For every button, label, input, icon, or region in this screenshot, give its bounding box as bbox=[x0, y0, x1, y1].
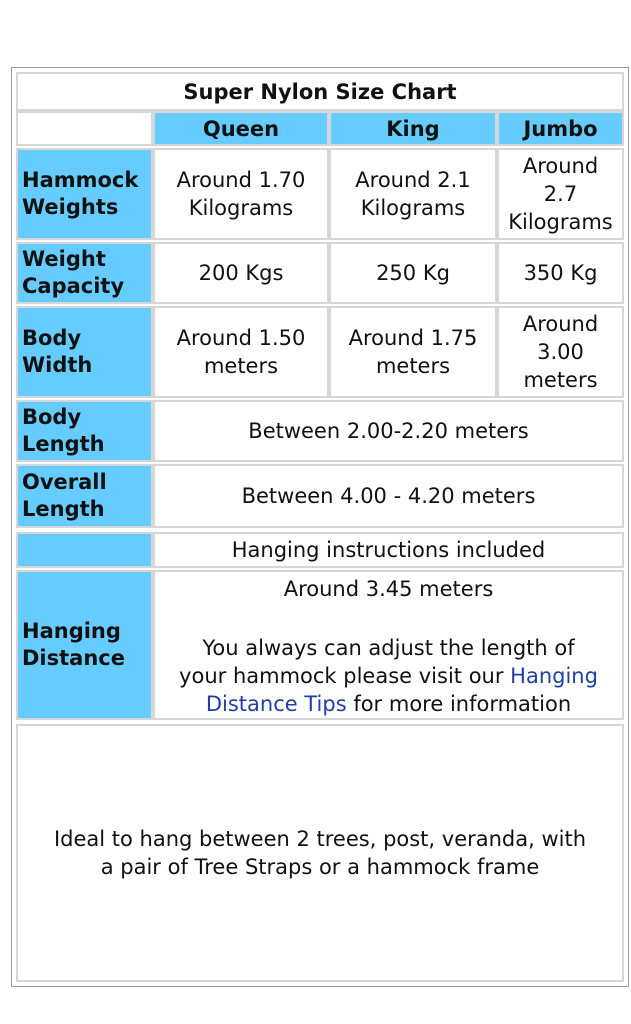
chart-title-text: Super Nylon Size Chart bbox=[183, 79, 457, 104]
cell-king-weight bbox=[329, 148, 497, 240]
row-label-line: Length bbox=[22, 432, 105, 456]
row-label-line: Weights bbox=[22, 195, 119, 219]
row-label-hammock-weights bbox=[16, 148, 153, 240]
cell-text: Around 1.75 bbox=[348, 326, 478, 350]
row-label-line: Hammock bbox=[22, 168, 139, 192]
cell-text: Around 1.50 bbox=[176, 326, 306, 350]
column-header-jumbo bbox=[497, 111, 624, 146]
row-label-hanging-distance bbox=[16, 570, 153, 720]
cell-jumbo-width bbox=[497, 306, 624, 398]
row-label-body-length bbox=[16, 400, 153, 462]
cell-king-width bbox=[329, 306, 497, 398]
size-chart-table bbox=[11, 67, 629, 987]
cell-text: meters bbox=[375, 354, 451, 378]
cell-text: Kilograms bbox=[508, 210, 613, 234]
hanging-note-prefix: your hammock please visit our bbox=[179, 664, 511, 688]
cell-text: Around bbox=[522, 154, 599, 178]
hanging-note-line-3 bbox=[206, 690, 571, 718]
cell-text: Between 4.00 - 4.20 meters bbox=[241, 484, 536, 508]
row-label-line: Length bbox=[22, 497, 105, 521]
cell-jumbo-weight bbox=[497, 148, 624, 240]
cell-text: 250 Kg bbox=[376, 261, 450, 285]
cell-queen-width bbox=[153, 306, 329, 398]
cell-text: 3.00 bbox=[537, 340, 584, 364]
row-label-line: Weight bbox=[22, 247, 106, 271]
row-label-line: Width bbox=[22, 353, 93, 377]
column-header-jumbo-label: Jumbo bbox=[523, 116, 598, 141]
footer-line: a pair of Tree Straps or a hammock frame bbox=[100, 855, 540, 879]
column-header-queen-label: Queen bbox=[202, 116, 280, 141]
cell-text: Between 2.00-2.20 meters bbox=[248, 419, 529, 443]
cell-text: Kilograms bbox=[360, 196, 466, 220]
footer-line: Ideal to hang between 2 trees, post, veranda, with bbox=[53, 827, 587, 851]
hanging-distance-tips-link[interactable]: Hanging bbox=[510, 664, 598, 688]
cell-text: Around 1.70 bbox=[176, 168, 306, 192]
cell-text: 200 Kgs bbox=[198, 261, 284, 285]
cell-text: meters bbox=[203, 354, 279, 378]
column-header-king bbox=[329, 111, 497, 146]
cell-hanging-distance bbox=[153, 570, 624, 720]
cell-body-length bbox=[153, 400, 624, 462]
cell-jumbo-capacity bbox=[497, 242, 624, 304]
row-label-line: Hanging bbox=[22, 619, 121, 643]
cell-text: Kilograms bbox=[188, 196, 294, 220]
row-label-empty bbox=[16, 532, 153, 568]
cell-text: Hanging instructions included bbox=[231, 538, 546, 562]
cell-queen-weight bbox=[153, 148, 329, 240]
cell-text: Around bbox=[522, 312, 599, 336]
column-header-king-label: King bbox=[386, 116, 440, 141]
row-label-line: Body bbox=[22, 326, 82, 350]
hanging-note-line: You always can adjust the length of bbox=[202, 636, 575, 660]
row-label-line: Overall bbox=[22, 470, 107, 494]
row-label-line: Distance bbox=[22, 646, 125, 670]
row-label-overall-length bbox=[16, 464, 153, 528]
cell-overall-length bbox=[153, 464, 624, 528]
hanging-distance-tips-link-2[interactable]: Distance Tips bbox=[205, 692, 347, 716]
cell-text: 350 Kg bbox=[523, 261, 598, 285]
row-label-line: Capacity bbox=[22, 274, 125, 298]
row-label-line: Body bbox=[22, 405, 82, 429]
footer-info-box bbox=[16, 724, 624, 982]
column-header-queen bbox=[153, 111, 329, 146]
hanging-note-line-2 bbox=[179, 662, 598, 690]
row-label-weight-capacity bbox=[16, 242, 153, 304]
cell-king-capacity bbox=[329, 242, 497, 304]
cell-text: 2.7 bbox=[543, 182, 578, 206]
chart-title bbox=[16, 72, 624, 111]
hanging-note-suffix: for more information bbox=[346, 692, 572, 716]
cell-text: Around 2.1 bbox=[355, 168, 471, 192]
cell-hanging-instructions bbox=[153, 532, 624, 568]
hanging-distance-value: Around 3.45 meters bbox=[283, 577, 494, 601]
header-empty-cell bbox=[16, 111, 153, 146]
cell-queen-capacity bbox=[153, 242, 329, 304]
cell-text: meters bbox=[523, 368, 598, 392]
row-label-body-width bbox=[16, 306, 153, 398]
